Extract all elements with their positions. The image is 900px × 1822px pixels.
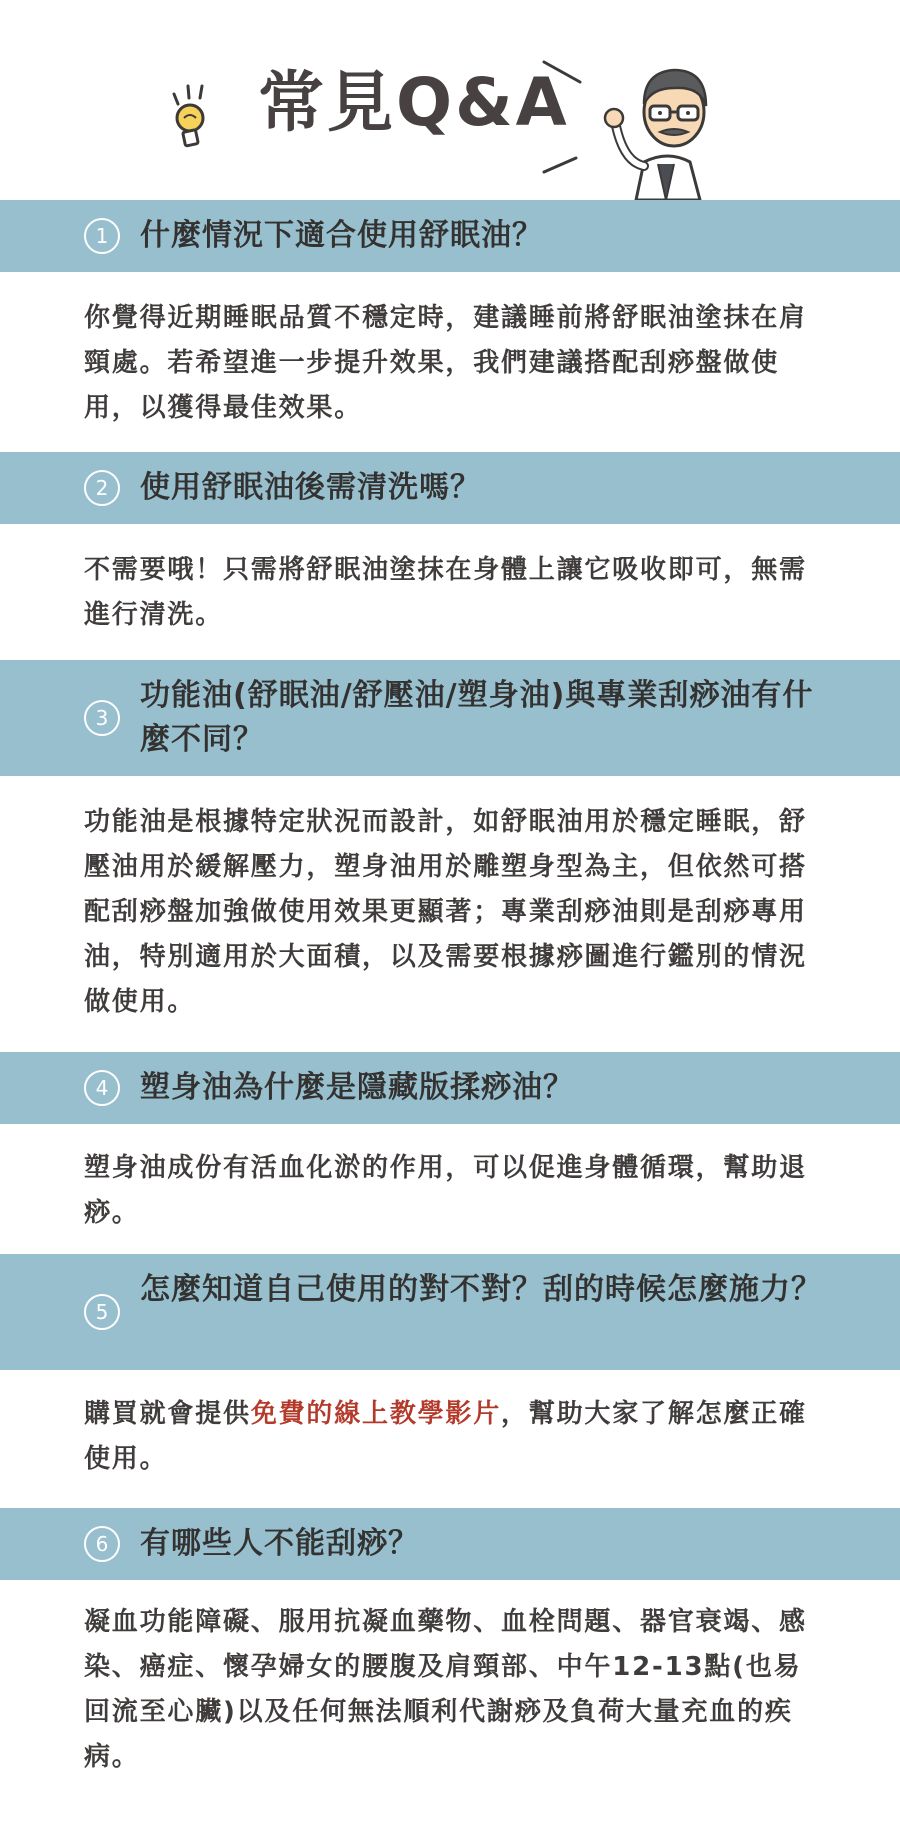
lightbulb-icon [168,80,228,160]
question-number: 1 [84,218,120,254]
question-bar-2 [0,452,900,524]
answer-part: 購買就會提供 [84,1399,251,1429]
question-number: 4 [84,1070,120,1106]
question-number: 2 [84,470,120,506]
question-bar-5 [0,1254,900,1370]
question-bar-4 [0,1052,900,1124]
question-text: 使用舒眠油後需清洗嗎？ [140,470,481,505]
answer-text: 你覺得近期睡眠品質不穩定時，建議睡前將舒眠油塗抹在肩頸處。若希望進一步提升效果，我們建議搭配刮痧盤做使用，以獲得最佳效果。 [84,303,807,423]
question-number: 6 [84,1526,120,1562]
answer-text: 功能油是根據特定狀況而設計，如舒眠油用於穩定睡眠，舒壓油用於緩解壓力，塑身油用於雕塑身型為主，但依然可搭配刮痧盤加強做使用效果更顯著；專業刮痧油則是刮痧專用油，特別適用於大面積，以及需要根據痧圖進行鑑別的情況做使用。 [84,807,807,1017]
question-text: 有哪些人不能刮痧？ [140,1526,419,1561]
question-number: 5 [84,1294,120,1330]
answer-part: ，幫助大家了解怎麼正確使用。 [84,1399,807,1474]
answer-text: 塑身油成份有活血化淤的作用，可以促進身體循環，幫助退痧。 [84,1153,807,1228]
doctor-illustration [540,52,740,200]
header [0,0,900,200]
page-title: 常見Q&A [258,64,570,141]
question-text: 怎麼知道自己使用的對不對？刮的時候怎麼施力？ [140,1272,822,1307]
question-bar-3 [0,660,900,776]
question-text: 什麼情況下適合使用舒眠油？ [140,218,543,253]
question-text: 功能油(舒眠油/舒壓油/塑身油)與專業刮痧油有什麼不同？ [140,678,814,757]
answer-text: 凝血功能障礙、服用抗凝血藥物、血栓問題、器官衰竭、感染、癌症、懷孕婦女的腰腹及肩頸部、中午12-13點(也易回流至心臟)以及任何無法順利代謝痧及負荷大量充血的疾病。 [84,1607,807,1772]
question-bar-1 [0,200,900,272]
question-number: 3 [84,700,120,736]
question-text: 塑身油為什麼是隱藏版揉痧油？ [140,1070,574,1105]
question-bar-6 [0,1508,900,1580]
highlighted-text: 免費的線上教學影片 [250,1399,502,1429]
answer-text: 不需要哦！只需將舒眠油塗抹在身體上讓它吸收即可，無需進行清洗。 [84,555,807,630]
answer-text [84,1392,824,1482]
